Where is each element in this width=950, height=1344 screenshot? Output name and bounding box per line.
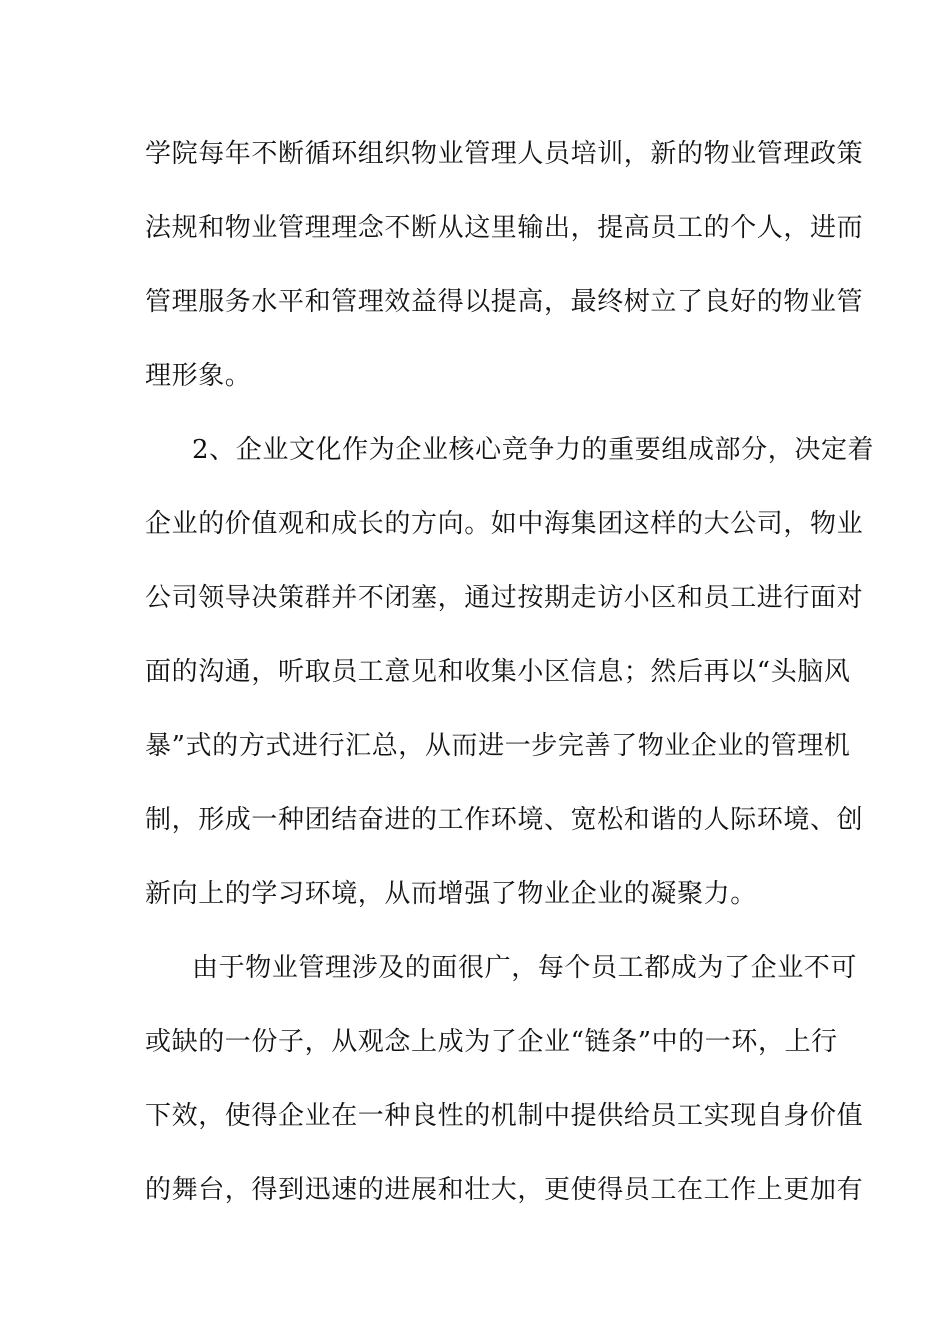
- text-line: 制，形成一种团结奋进的工作环境、宽松和谐的人际环境、创: [145, 805, 864, 835]
- text-line: 管理服务水平和管理效益得以提高，最终树立了良好的物业管: [145, 287, 864, 317]
- text-line: 新向上的学习环境，从而增强了物业企业的凝聚力。: [145, 879, 757, 909]
- text-line: 下效，使得企业在一种良性的机制中提供给员工实现自身价值: [145, 1101, 864, 1131]
- text-line: 学院每年不断循环组织物业管理人员培训，新的物业管理政策: [145, 139, 864, 169]
- text-line: 公司领导决策群并不闭塞，通过按期走访小区和员工进行面对: [145, 583, 864, 613]
- text-line: 的舞台，得到迅速的进展和壮大，更使得员工在工作上更加有: [145, 1175, 864, 1205]
- paragraph-start-line: 由于物业管理涉及的面很广，每个员工都成为了企业不可: [192, 953, 858, 983]
- text-line: 暴”式的方式进行汇总，从而进一步完善了物业企业的管理机: [145, 731, 851, 761]
- text-line: 企业的价值观和成长的方向。如中海集团这样的大公司，物业: [145, 509, 864, 539]
- text-line: 法规和物业管理理念不断从这里输出，提高员工的个人，进而: [145, 213, 864, 243]
- text-line: 或缺的一份子，从观念上成为了企业“链条”中的一环，上行: [145, 1027, 838, 1057]
- text-line: 面的沟通，听取员工意见和收集小区信息；然后再以“头脑风: [145, 657, 851, 687]
- paragraph-start-line: 2、企业文化作为企业核心竞争力的重要组成部分，决定着: [192, 435, 875, 465]
- text-line: 理形象。: [145, 361, 252, 391]
